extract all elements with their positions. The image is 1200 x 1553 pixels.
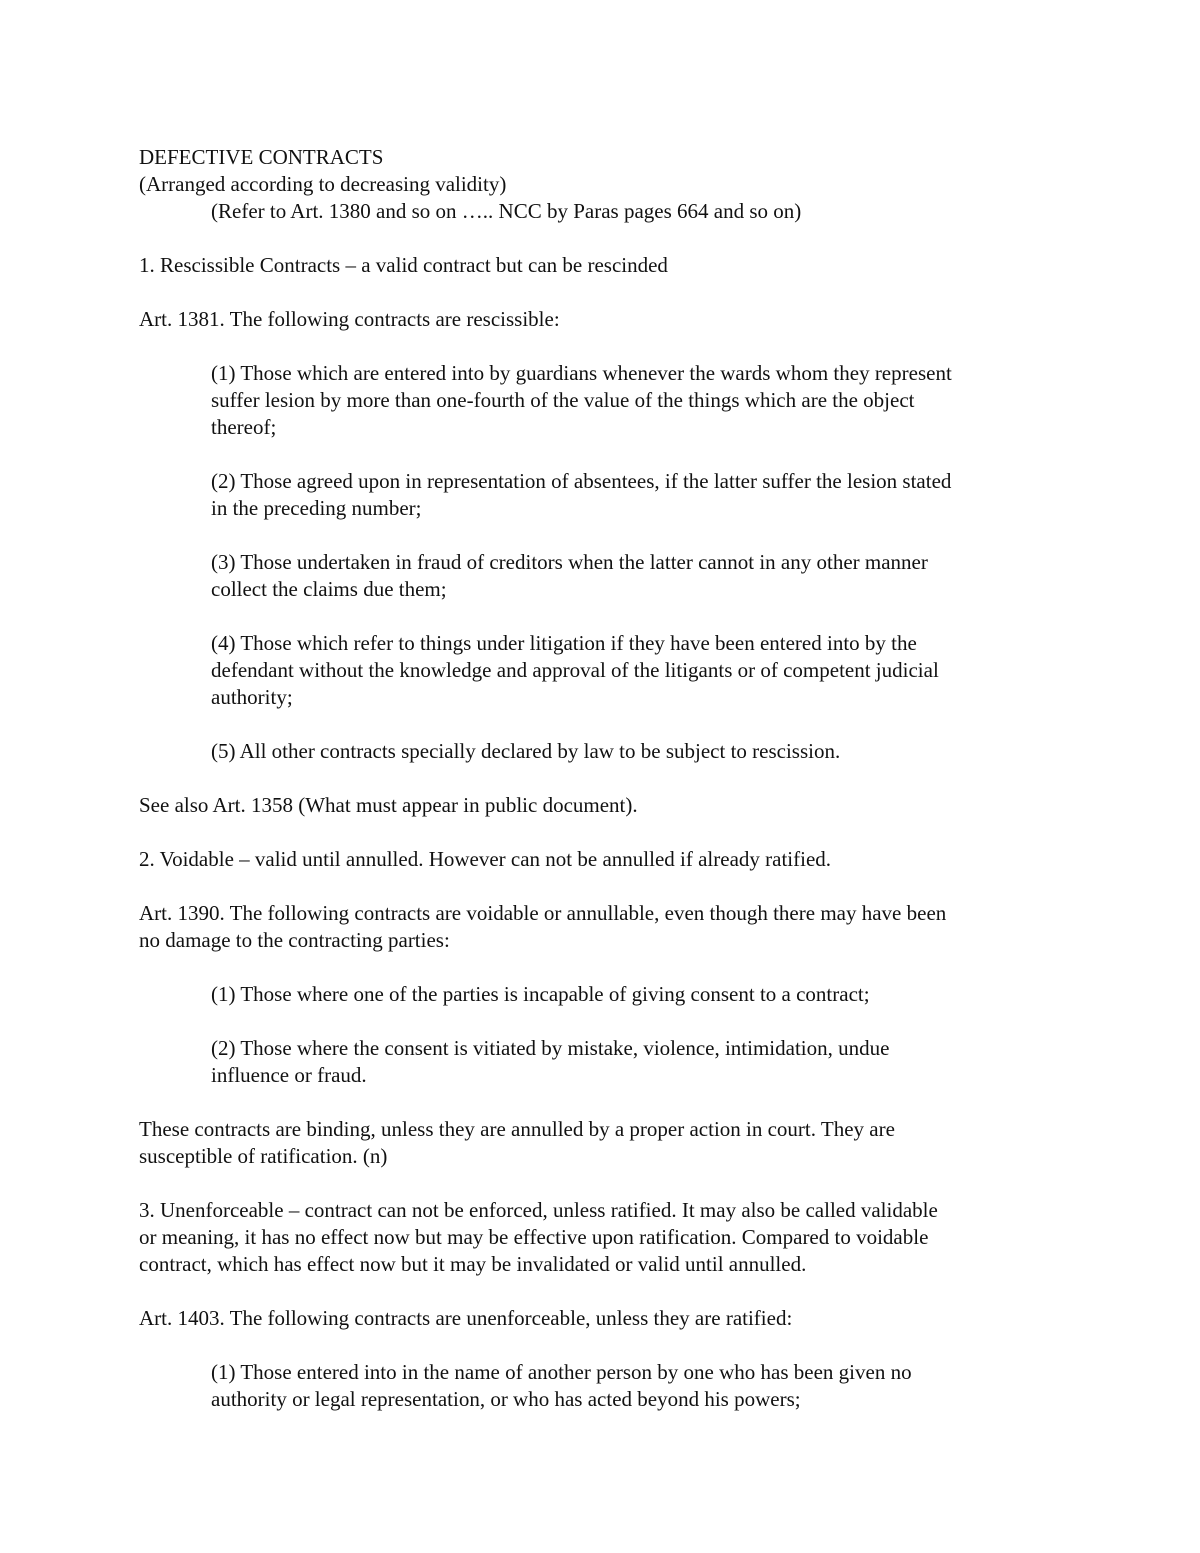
list-item: (1) Those where one of the parties is incapable of giving consent to a contract; [211, 982, 870, 1006]
list-item: (2) Those agreed upon in representation of absentees, if the latter suffer the lesion stated in the preceding number; [211, 469, 952, 520]
list-item: (1) Those which are entered into by guardians whenever the wards whom they represent suffer lesion by more than one-fourth of the value of the things which are the object thereof; [211, 361, 952, 439]
section-heading-voidable: 2. Voidable – valid until annulled. However can not be annulled if already ratified. [139, 847, 832, 871]
list-item: (1) Those entered into in the name of another person by one who has been given no authority or legal representation, or who has acted beyond his powers; [211, 1360, 912, 1411]
article-1381: Art. 1381. The following contracts are rescissible: [139, 307, 560, 331]
list-item: (5) All other contracts specially declared by law to be subject to rescission. [211, 739, 841, 763]
reference-note: (Refer to Art. 1380 and so on ….. NCC by Paras pages 664 and so on) [211, 199, 802, 223]
article-1390: Art. 1390. The following contracts are voidable or annullable, even though there may have been no damage to the contracting parties: [139, 901, 947, 952]
document-subtitle: (Arranged according to decreasing validity) [139, 172, 507, 196]
article-1403: Art. 1403. The following contracts are unenforceable, unless they are ratified: [139, 1306, 793, 1330]
binding-note: These contracts are binding, unless they are annulled by a proper action in court. They are susceptible of ratification. (n) [139, 1117, 895, 1168]
section-heading-rescissible: 1. Rescissible Contracts – a valid contract but can be rescinded [139, 253, 668, 277]
list-item: (4) Those which refer to things under litigation if they have been entered into by the defendant without the knowledge and approval of the litigants or of competent judicial authority; [211, 631, 939, 709]
section-heading-unenforceable: 3. Unenforceable – contract can not be enforced, unless ratified. It may also be called validable or meaning, it has no effect now but may be effective upon ratification. Compared to voidable contract, which has effect now but it may be invalidated or valid until annulled. [139, 1198, 938, 1276]
document-body [139, 144, 1074, 1413]
list-item: (3) Those undertaken in fraud of creditors when the latter cannot in any other manner collect the claims due them; [211, 550, 928, 601]
document-title: DEFECTIVE CONTRACTS [139, 145, 384, 169]
list-item: (2) Those where the consent is vitiated by mistake, violence, intimidation, undue influence or fraud. [211, 1036, 890, 1087]
see-also-note: See also Art. 1358 (What must appear in public document). [139, 793, 638, 817]
